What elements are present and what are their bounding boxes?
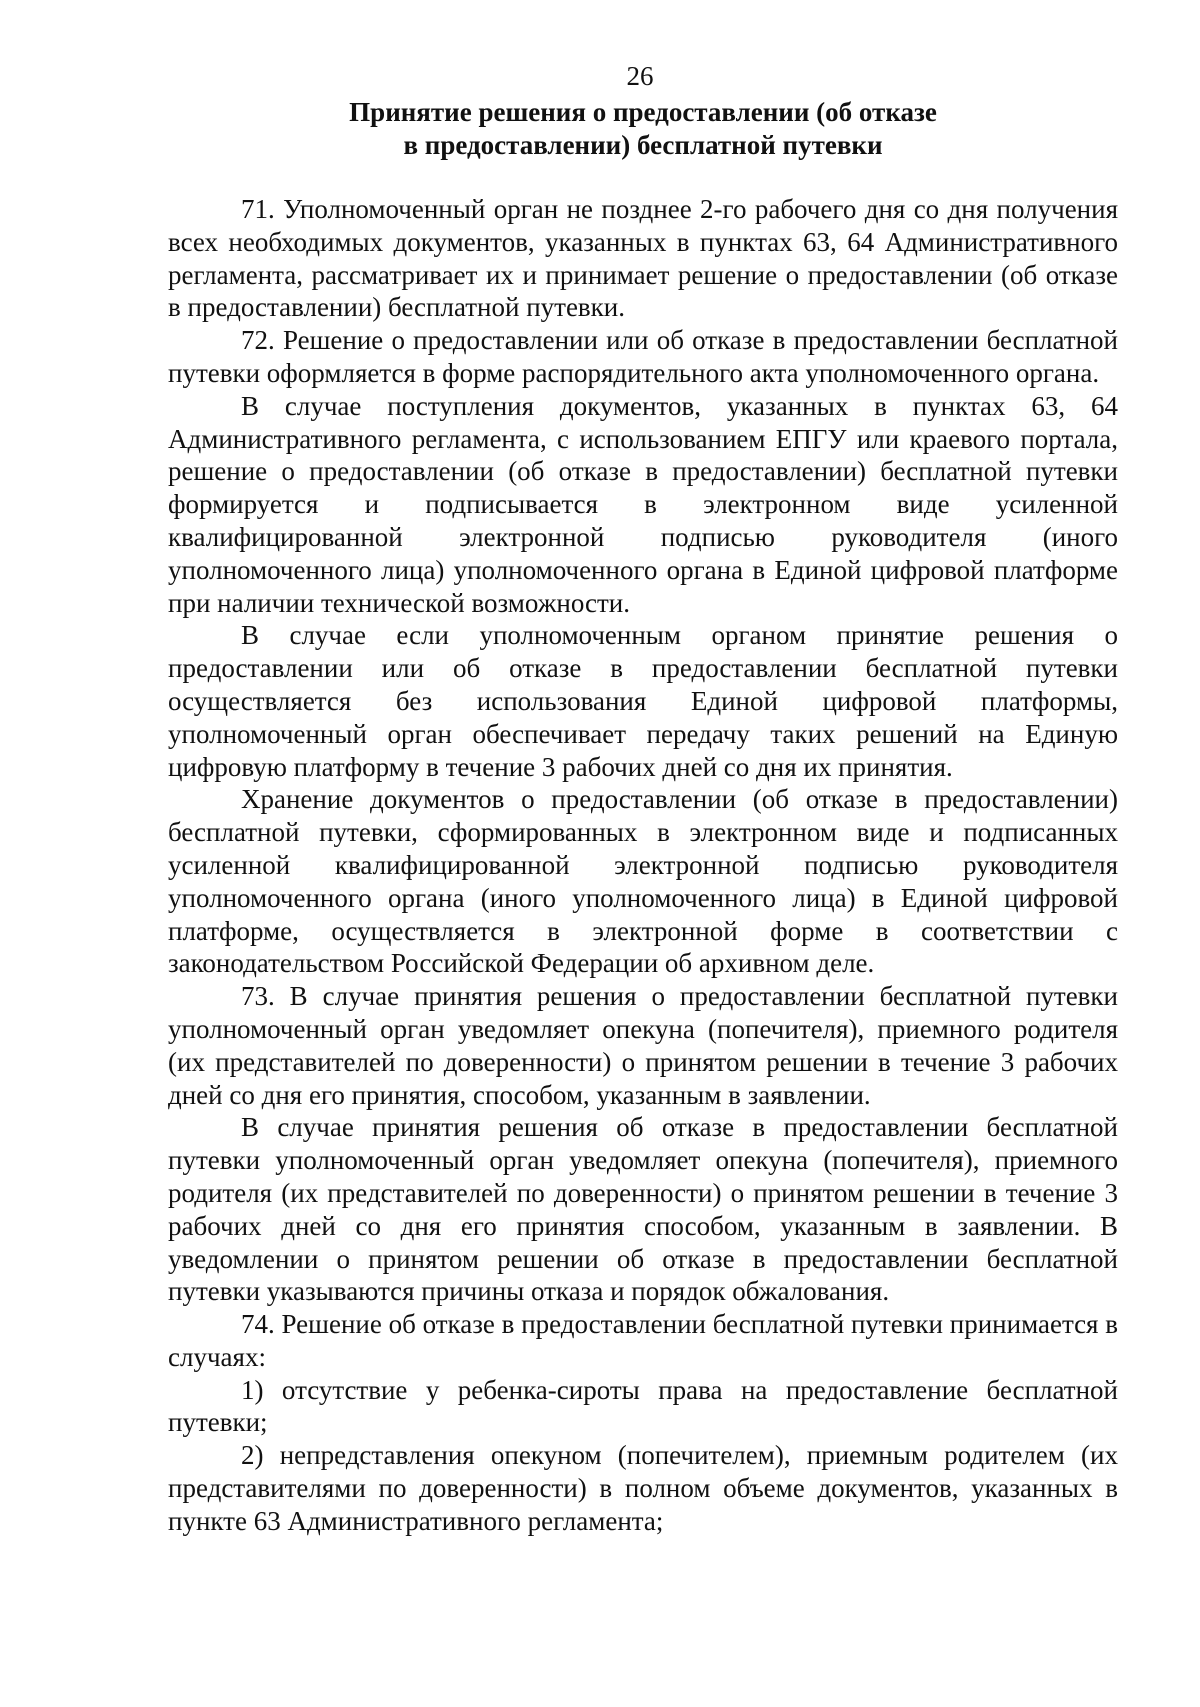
list-item-2: 2) непредставления опекуном (попечителем), приемным родителем (их представителями по доверенности) в полном объеме документов, указанных в пункте 63 Административного регламента;	[168, 1440, 1118, 1536]
document-body	[168, 193, 1118, 1538]
paragraph-72: 72. Решение о предоставлении или об отказе в предоставлении бесплатной путевки оформляется в форме распорядительного акта уполномоченного органа.	[168, 325, 1118, 388]
paragraph-72-epgu: В случае поступления документов, указанных в пунктах 63, 64 Административного регламента, с использованием ЕПГУ или краевого портала, решение о предоставлении (об отказе в предоставлении) бесплатной путевки формируется и подписывается в электронном виде усиленной квалифицированной электронной подписью руководителя (иного уполномоченного лица) уполномоченного органа в Единой цифровой платформе при наличии технической возможности.	[168, 390, 1118, 618]
paragraph-72-storage: Хранение документов о предоставлении (об отказе в предоставлении) бесплатной путевки, сформированных в электронном виде и подписанных усиленной квалифицированной электронной подписью руководителя уполномоченного органа (иного уполномоченного лица) в Единой цифровой платформе, осуществляется в электронной форме в соответствии с законодательством Российской Федерации об архивном деле.	[168, 784, 1118, 979]
paragraph-73-refusal: В случае принятия решения об отказе в предоставлении бесплатной путевки уполномоченный орган уведомляет опекуна (попечителя), приемного родителя (их представителей по доверенности) о принятом решении в течение 3 рабочих дней со дня его принятия способом, указанным в заявлении. В уведомлении о принятом решении об отказе в предоставлении бесплатной путевки указываются причины отказа и порядок обжалования.	[168, 1112, 1118, 1307]
section-title-line-2: в предоставлении) бесплатной путевки	[403, 130, 883, 160]
paragraph-72-without-platform: В случае если уполномоченным органом принятие решения о предоставлении или об отказе в предоставлении бесплатной путевки осуществляется без использования Единой цифровой платформы, уполномоченный орган обеспечивает передачу таких решений на Единую цифровую платформу в течение 3 рабочих дней со дня их принятия.	[168, 620, 1118, 782]
section-title	[168, 96, 1118, 162]
list-item-1: 1) отсутствие у ребенка-сироты права на предоставление бесплатной путевки;	[168, 1374, 1118, 1438]
paragraph-71: 71. Уполномоченный орган не позднее 2-го рабочего дня со дня получения всех необходимых документов, указанных в пунктах 63, 64 Административного регламента, рассматривает их и принимает решение о предоставлении (об отказе в предоставлении) бесплатной путевки.	[168, 194, 1118, 323]
paragraph-73: 73. В случае принятия решения о предоставлении бесплатной путевки уполномоченный орган уведомляет опекуна (попечителя), приемного родителя (их представителей по доверенности) о принятом решении в течение 3 рабочих дней со дня его принятия, способом, указанным в заявлении.	[168, 981, 1118, 1110]
section-title-line-1: Принятие решения о предоставлении (об отказе	[349, 97, 937, 127]
paragraph-74: 74. Решение об отказе в предоставлении бесплатной путевки принимается в случаях:	[168, 1309, 1118, 1372]
page-number: 26	[626, 61, 654, 91]
